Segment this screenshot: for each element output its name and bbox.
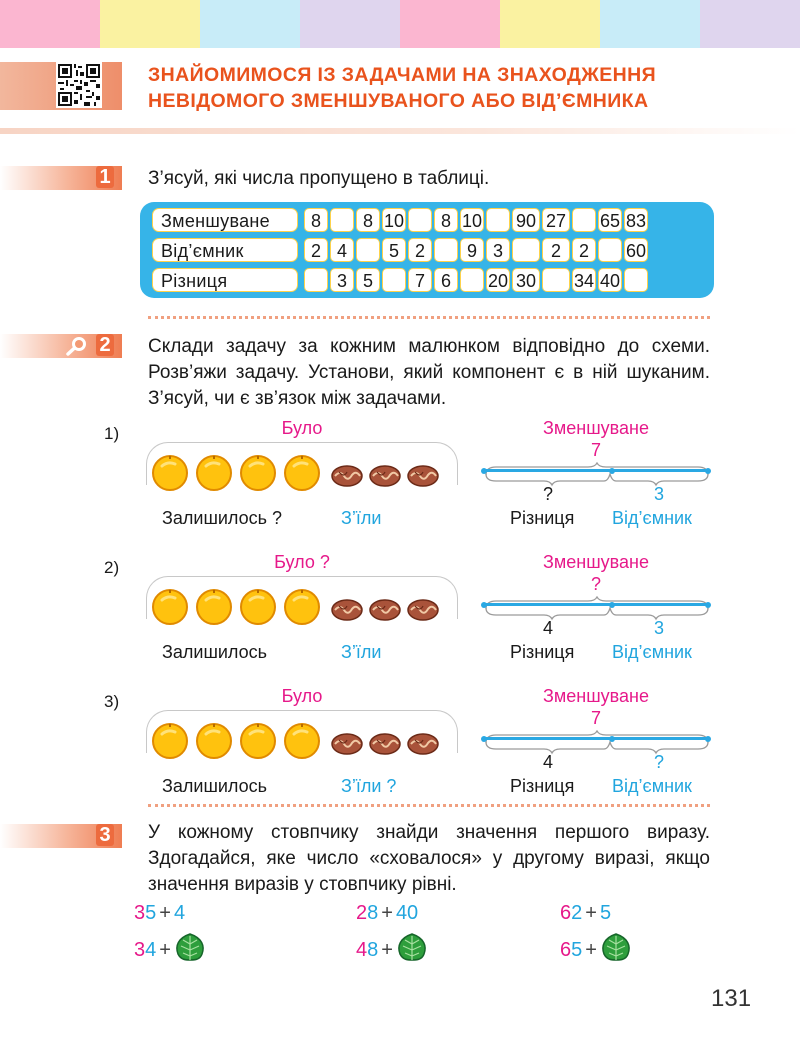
minuend-value: ? — [590, 574, 601, 594]
plus-sign: + — [159, 938, 171, 961]
segment-line — [484, 603, 708, 606]
minuend-value: 7 — [590, 440, 601, 460]
orange-fruit-icon — [150, 452, 190, 497]
first-expression — [356, 902, 418, 925]
table-cell: 10 — [460, 208, 484, 232]
leaf-icon — [396, 932, 428, 968]
subtrahend-label: Від’ємник — [612, 642, 692, 662]
table-cell: 90 — [512, 208, 540, 232]
problem-number: 2) — [104, 558, 120, 577]
empty-cell[interactable] — [356, 238, 380, 262]
difference-label: Різниця — [510, 642, 575, 662]
fruits-group — [150, 452, 322, 497]
was-label: Було — [281, 418, 323, 438]
empty-cell[interactable] — [624, 268, 648, 292]
walnut-icon — [368, 730, 402, 761]
leaf-icon — [174, 932, 206, 968]
walnut-icon — [368, 462, 402, 493]
remaining-label: Залишилось — [162, 642, 268, 662]
task-2-number: 2 — [96, 334, 114, 356]
empty-cell[interactable] — [408, 208, 432, 232]
table-cell: 60 — [624, 238, 648, 262]
table-row — [152, 208, 650, 234]
segment-line — [484, 737, 708, 740]
orange-fruit-icon — [282, 452, 322, 497]
orange-fruit-icon — [150, 720, 190, 765]
orange-fruit-icon — [238, 720, 278, 765]
was-label: Було ? — [274, 552, 330, 572]
difference-label: Різниця — [510, 508, 575, 528]
table-cell: 2 — [542, 238, 570, 262]
orange-fruit-icon — [238, 586, 278, 631]
nuts-group — [330, 462, 440, 493]
subtrahend-value: 3 — [653, 484, 664, 504]
units-digit: 2 — [571, 902, 583, 924]
fruits-group — [150, 720, 322, 765]
plus-sign: + — [159, 902, 171, 924]
segment-line — [484, 469, 708, 472]
walnut-icon — [330, 462, 364, 493]
units-digit: 5 — [145, 902, 157, 924]
missing-numbers-table — [140, 202, 714, 298]
table-cell: 3 — [486, 238, 510, 262]
orange-fruit-icon — [194, 452, 234, 497]
table-cell: 8 — [434, 208, 458, 232]
table-cell: 27 — [542, 208, 570, 232]
table-cell: 8 — [356, 208, 380, 232]
remaining-label: Залишилось ? — [162, 508, 283, 528]
minuend-label: Зменшуване — [543, 418, 649, 438]
empty-cell[interactable] — [434, 238, 458, 262]
section-divider-2 — [148, 804, 710, 807]
top-color-strip — [0, 0, 800, 48]
plus-sign: + — [381, 938, 393, 961]
tens-digit: 3 — [134, 902, 146, 924]
orange-fruit-icon — [150, 586, 190, 631]
empty-cell[interactable] — [598, 238, 622, 262]
task-1-badge — [0, 166, 122, 190]
walnut-icon — [406, 462, 440, 493]
difference-value: 4 — [542, 752, 553, 772]
orange-fruit-icon — [282, 720, 322, 765]
title-line-1: ЗНАЙОМИМОСЯ ІЗ ЗАДАЧАМИ НА ЗНАХОДЖЕННЯ — [148, 64, 657, 86]
table-cell: 30 — [512, 268, 540, 292]
first-expression — [560, 902, 611, 925]
units-digit: 4 — [145, 938, 157, 961]
table-cell: 6 — [434, 268, 458, 292]
walnut-icon — [330, 596, 364, 627]
problem-number: 1) — [104, 424, 120, 443]
table-cell: 65 — [598, 208, 622, 232]
units-digit: 5 — [571, 938, 583, 961]
table-row — [152, 238, 650, 264]
table-cell: 3 — [330, 268, 354, 292]
subtrahend-label: Від’ємник — [612, 776, 692, 796]
was-label: Було — [281, 686, 323, 706]
task-2-text: Склади задачу за кожним малюнком відповідно до схеми. Розв’яжи задачу. Установи, який компонент є в ній шуканим. З’ясуй, чи є зв’язок між задачами. — [148, 336, 710, 409]
first-expression — [134, 902, 185, 925]
tens-digit: 2 — [356, 902, 368, 924]
walnut-icon — [368, 596, 402, 627]
table-cell: 10 — [382, 208, 406, 232]
table-cell: 2 — [408, 238, 432, 262]
difference-value: ? — [542, 484, 553, 504]
table-cell: 2 — [304, 238, 328, 262]
orange-fruit-icon — [194, 586, 234, 631]
walnut-icon — [406, 596, 440, 627]
minuend-label: Зменшуване — [543, 686, 649, 706]
orange-fruit-icon — [194, 720, 234, 765]
plus-sign: + — [381, 902, 393, 924]
table-cell: 34 — [572, 268, 596, 292]
addend: 4 — [173, 902, 186, 924]
task-3-number: 3 — [96, 824, 114, 846]
table-cell: 2 — [572, 238, 596, 262]
walnut-icon — [406, 730, 440, 761]
task-2-badge — [0, 334, 122, 358]
row-label: Різниця — [152, 268, 298, 292]
empty-cell[interactable] — [382, 268, 406, 292]
nuts-group — [330, 596, 440, 627]
task-1-number: 1 — [96, 166, 114, 188]
empty-cell[interactable] — [330, 208, 354, 232]
row-label: Зменшуване — [152, 208, 298, 232]
eaten-label: З’їли — [341, 508, 382, 528]
empty-cell[interactable] — [486, 208, 510, 232]
fruits-group — [150, 586, 322, 631]
table-cell: 4 — [330, 238, 354, 262]
qr-code-icon[interactable] — [56, 62, 102, 108]
problem-number: 3) — [104, 692, 120, 711]
nuts-group — [330, 730, 440, 761]
page-number: 131 — [711, 985, 752, 1012]
orange-fruit-icon — [238, 452, 278, 497]
magnifier-icon — [66, 336, 88, 356]
second-expression — [560, 932, 632, 968]
walnut-icon — [330, 730, 364, 761]
subtrahend-value: ? — [653, 752, 664, 772]
leaf-icon — [600, 932, 632, 968]
table-cell: 8 — [304, 208, 328, 232]
table-cell: 20 — [486, 268, 510, 292]
subtrahend-label: Від’ємник — [612, 508, 692, 528]
table-cell: 7 — [408, 268, 432, 292]
table-cell: 40 — [598, 268, 622, 292]
minuend-value: 7 — [590, 708, 601, 728]
difference-value: 4 — [542, 618, 553, 638]
tens-digit: 6 — [560, 902, 572, 924]
units-digit: 8 — [367, 902, 379, 924]
task-1-text: З’ясуй, які числа пропущено в таблиці. — [148, 168, 490, 189]
second-expression — [356, 932, 428, 968]
addend: 40 — [395, 902, 419, 924]
orange-fruit-icon — [282, 586, 322, 631]
tens-digit: 4 — [356, 938, 368, 961]
table-cell: 5 — [382, 238, 406, 262]
bottom-brace — [484, 473, 710, 492]
plus-sign: + — [585, 902, 597, 924]
table-cell: 9 — [460, 238, 484, 262]
table-cell: 83 — [624, 208, 648, 232]
plus-sign: + — [585, 938, 597, 961]
table-row — [152, 268, 650, 294]
task-3-badge — [0, 824, 122, 848]
empty-cell[interactable] — [512, 238, 540, 262]
second-expression — [134, 932, 206, 968]
bottom-brace — [484, 607, 710, 626]
section-divider — [148, 316, 710, 319]
units-digit: 8 — [367, 938, 379, 961]
eaten-label: З’їли ? — [341, 776, 397, 796]
remaining-label: Залишилось — [162, 776, 268, 796]
minuend-label: Зменшуване — [543, 552, 649, 572]
empty-cell[interactable] — [572, 208, 596, 232]
addend: 5 — [599, 902, 612, 924]
empty-cell[interactable] — [304, 268, 328, 292]
bottom-brace — [484, 741, 710, 760]
empty-cell[interactable] — [460, 268, 484, 292]
empty-cell[interactable] — [542, 268, 570, 292]
difference-label: Різниця — [510, 776, 575, 796]
row-label: Від’ємник — [152, 238, 298, 262]
task-3-text: У кожному стовпчику знайди значення першого виразу. Здогадайся, яке число «сховалося» у другому виразі, якщо значення виразів у стовпчику рівні. — [148, 822, 710, 895]
eaten-label: З’їли — [341, 642, 382, 662]
header-divider — [0, 128, 800, 134]
table-cell: 5 — [356, 268, 380, 292]
title-line-2: НЕВІДОМОГО ЗМЕНШУВАНОГО АБО ВІД’ЄМНИКА — [148, 90, 649, 112]
page-title — [148, 62, 768, 114]
tens-digit: 3 — [134, 938, 146, 961]
tens-digit: 6 — [560, 938, 572, 961]
subtrahend-value: 3 — [653, 618, 664, 638]
